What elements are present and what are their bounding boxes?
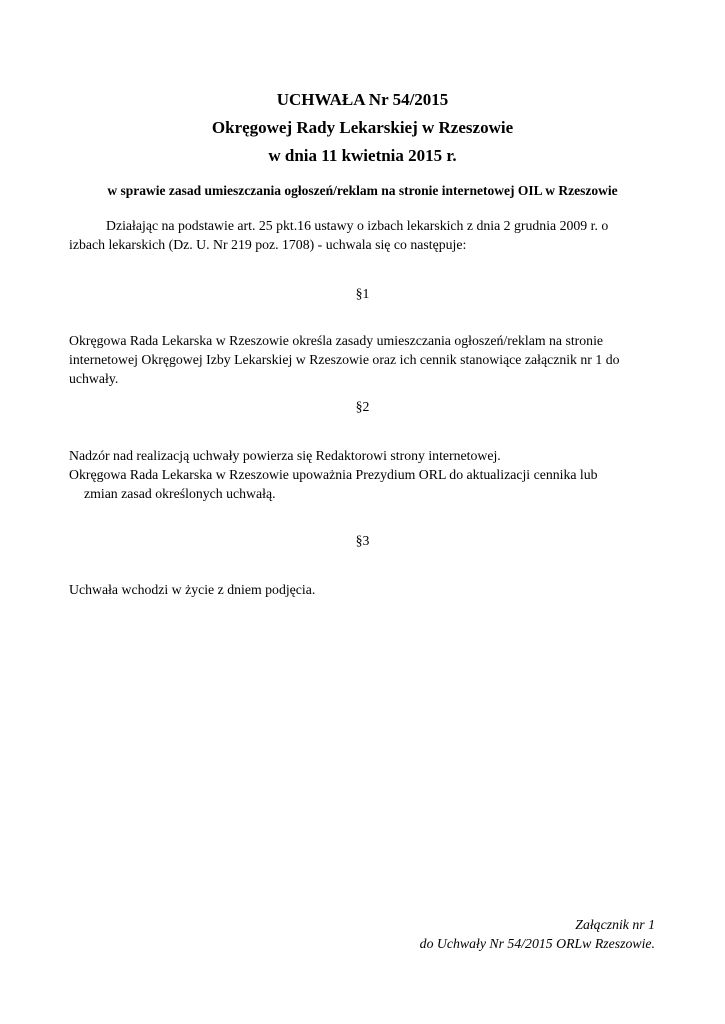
section-3-paragraph xyxy=(69,580,669,599)
resolution-title: UCHWAŁA Nr 54/2015 xyxy=(276,90,449,109)
section-1-paragraph xyxy=(69,331,669,388)
section-mark-3: §3 xyxy=(355,533,370,548)
attachment-note xyxy=(420,915,655,953)
preamble-line: Działając na podstawie art. 25 pkt.16 ustawy o izbach lekarskich z dnia 2 grudnia 2009 r. o xyxy=(106,218,609,233)
paragraph-line: Okręgowa Rada Lekarska w Rzeszowie określa zasady umieszczania ogłoszeń/reklam na stronie xyxy=(69,333,604,348)
paragraph-line: internetowej Okręgowej Izby Lekarskiej w Rzeszowie oraz ich cennik stanowiące załącznik nr 1 do xyxy=(69,352,620,367)
section-mark-1: §1 xyxy=(355,286,370,301)
council-name: Okręgowej Rady Lekarskiej w Rzeszowie xyxy=(211,118,514,137)
paragraph-line: Uchwała wchodzi w życie z dniem podjęcia. xyxy=(69,582,316,597)
attachment-reference: do Uchwały Nr 54/2015 ORLw Rzeszowie. xyxy=(419,936,655,951)
resolution-date: w dnia 11 kwietnia 2015 r. xyxy=(268,146,457,165)
section-mark-2: §2 xyxy=(355,399,370,414)
paragraph-line: uchwały. xyxy=(69,371,119,386)
paragraph-line: Nadzór nad realizacją uchwały powierza się Redaktorowi strony internetowej. xyxy=(69,448,501,463)
attachment-label: Załącznik nr 1 xyxy=(575,917,655,932)
section-2-paragraph xyxy=(69,446,669,503)
preamble-line: izbach lekarskich (Dz. U. Nr 219 poz. 1708) - uchwala się co następuje: xyxy=(69,237,467,252)
resolution-subject: w sprawie zasad umieszczania ogłoszeń/reklam na stronie internetowej OIL w Rzeszowie xyxy=(107,183,618,198)
paragraph-line: zmian zasad określonych uchwałą. xyxy=(84,486,276,501)
paragraph-line: Okręgowa Rada Lekarska w Rzeszowie upoważnia Prezydium ORL do aktualizacji cennika lub xyxy=(69,467,598,482)
resolution-header xyxy=(0,86,725,170)
preamble-paragraph xyxy=(69,216,669,254)
